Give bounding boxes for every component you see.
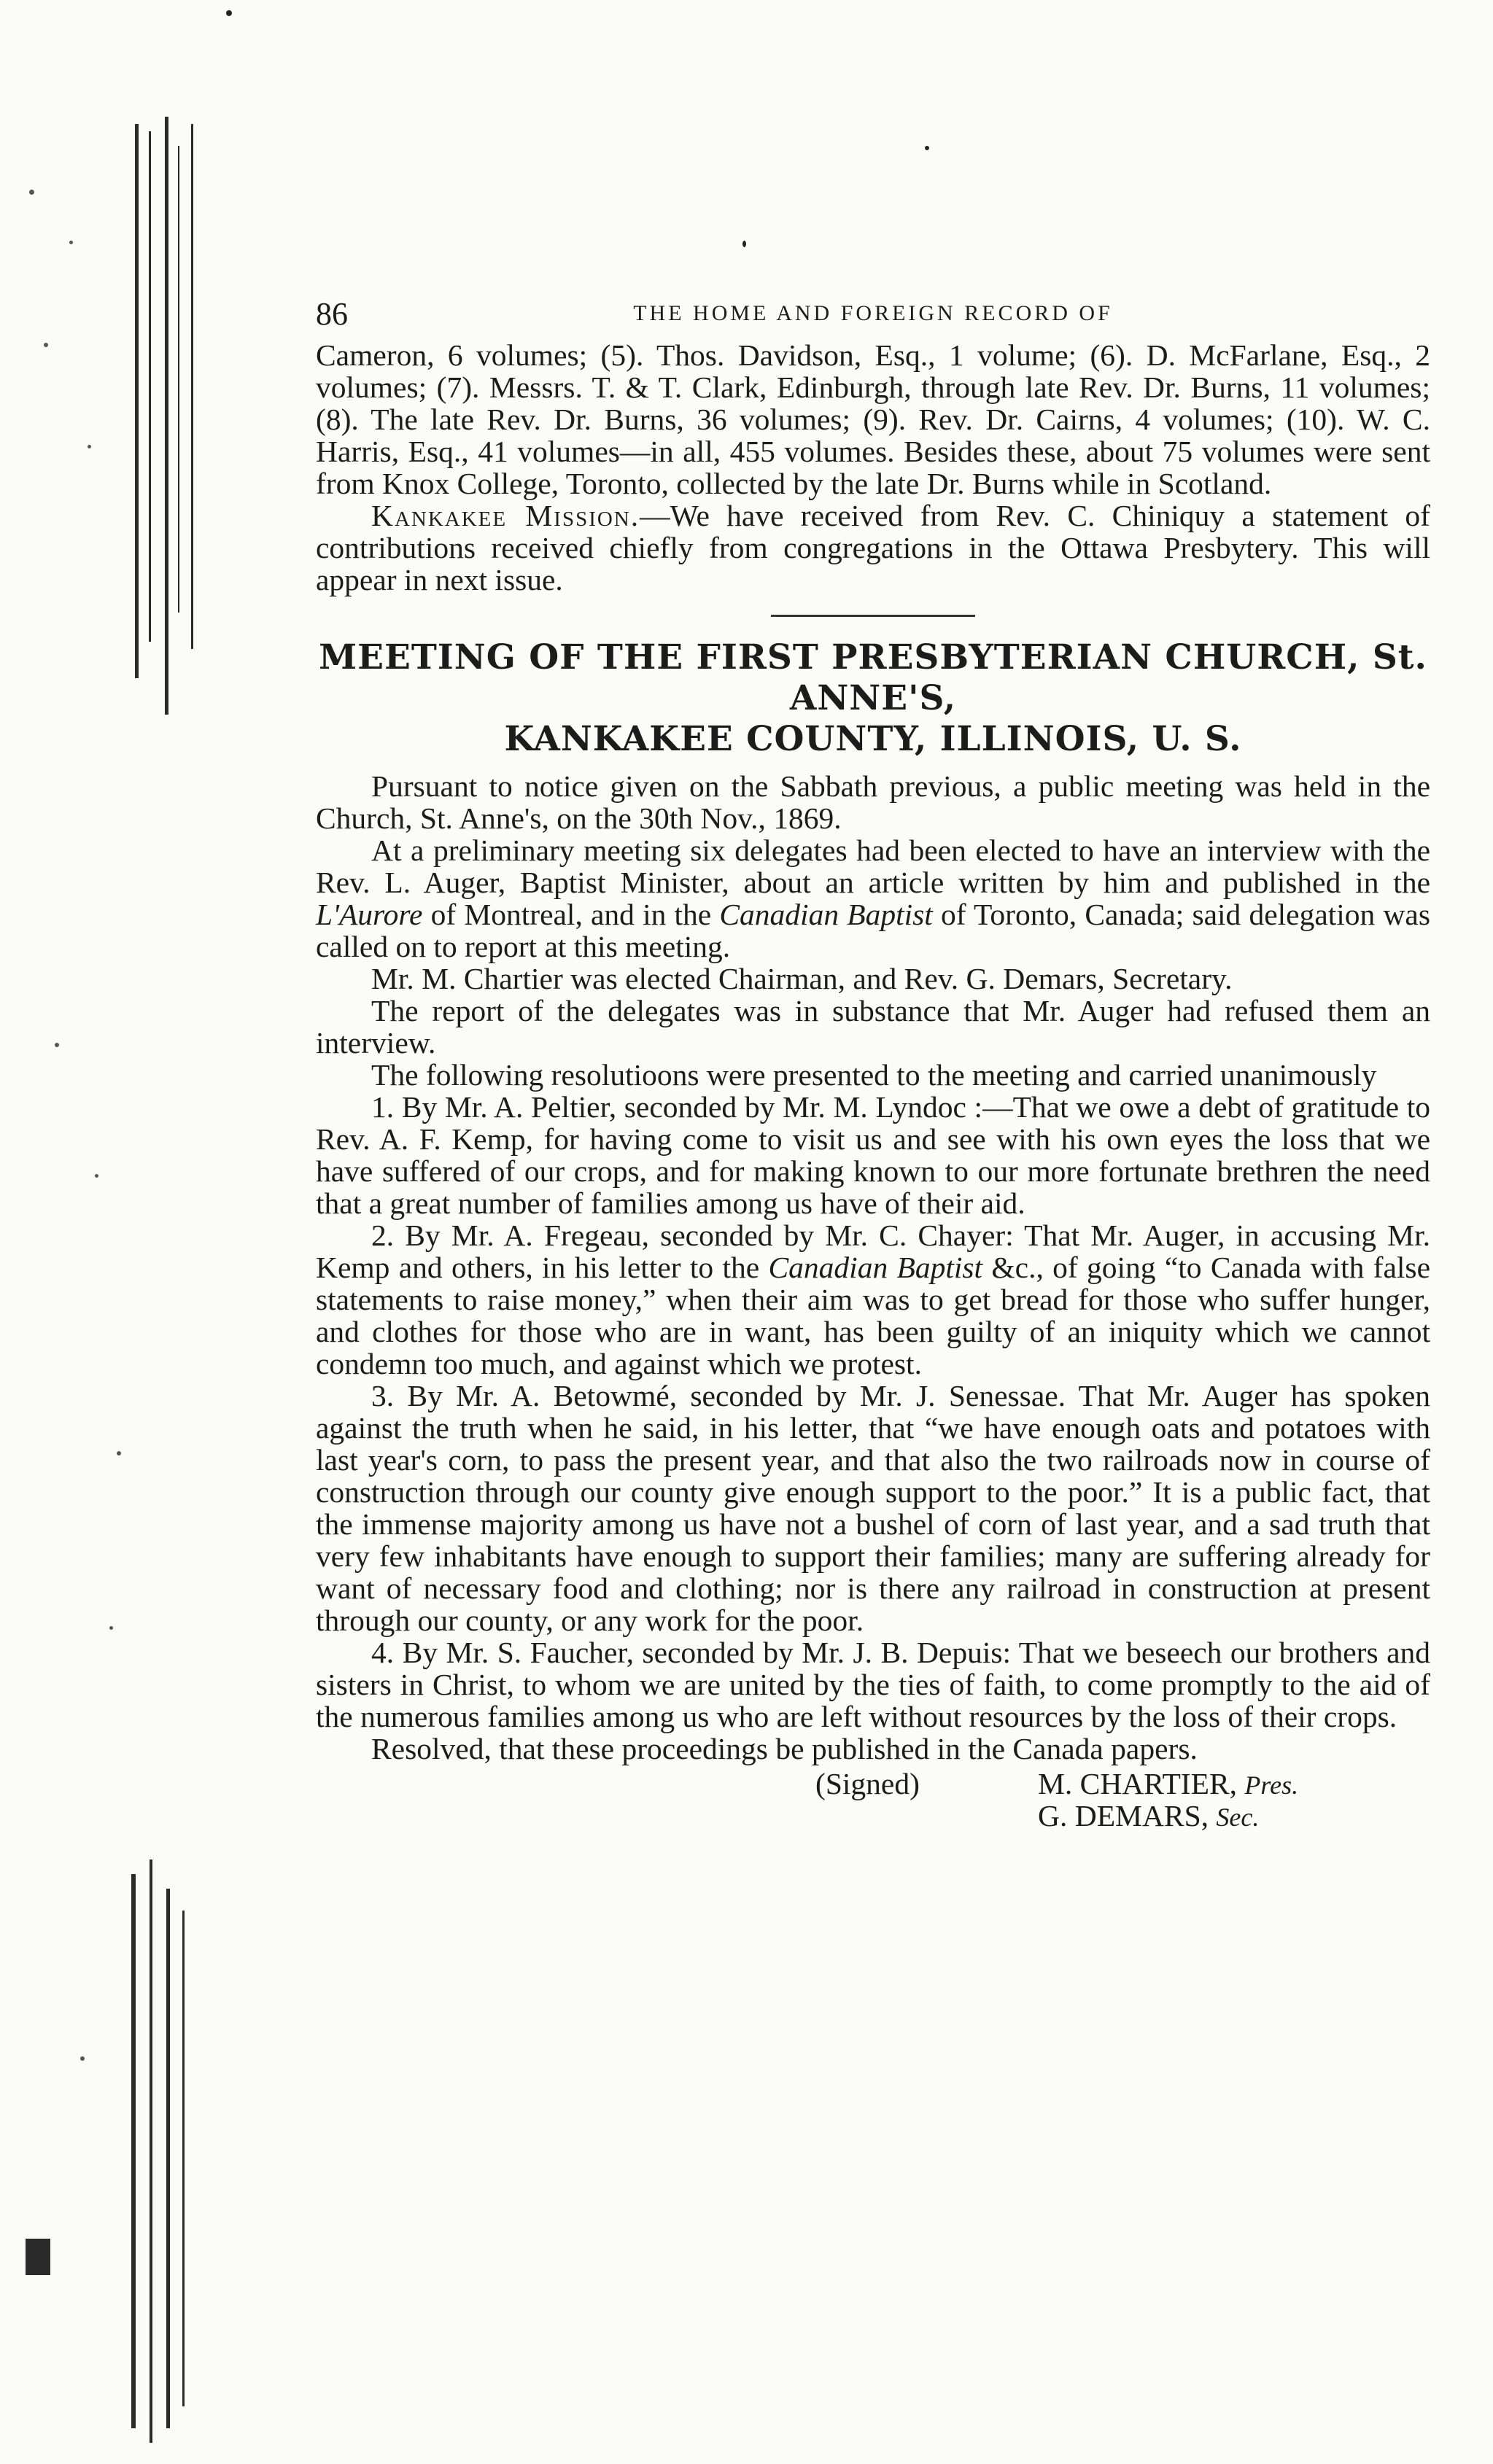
section-divider xyxy=(771,615,975,617)
resolution-2 xyxy=(316,1219,1430,1380)
secretary-name: G. DEMARS, xyxy=(1038,1799,1209,1833)
signature-president xyxy=(1038,1766,1298,1801)
report-paragraph: The report of the delegates was in substance that Mr. Auger had refused them an interview. xyxy=(316,994,1430,1060)
signed-label: (Signed) xyxy=(815,1767,920,1800)
kankakee-mission-heading: Kankakee Mission. xyxy=(371,499,640,532)
kankakee-mission-paragraph xyxy=(316,500,1430,596)
article-title-line-1: MEETING OF THE FIRST PRESBYTERIAN CHURCH, St. ANNE'S, xyxy=(319,637,1427,718)
ink-speck xyxy=(925,146,929,150)
running-head xyxy=(316,295,1430,339)
delegates-paragraph xyxy=(316,834,1430,963)
running-head-title: THE HOME AND FOREIGN RECORD OF xyxy=(633,301,1113,325)
resolution-2-text-b: &c., of going “to Canada with false statements to raise money,” when their aim was to get bread for those who suffer hunger, and clothes for those who are in want, has been guilty of an iniquity which we cannot condemn too much, and against which we protest. xyxy=(316,1251,1431,1380)
canadian-baptist-title: Canadian Baptist xyxy=(768,1251,983,1284)
book-list-paragraph: Cameron, 6 volumes; (5). Thos. Davidson, Esq., 1 volume; (6). D. McFarlane, Esq., 2 volumes; (7). Messrs. T. & T. Clark, Edinburgh, through late Rev. Dr. Burns, 11 volumes; (8). The late Rev. Dr. Burns, 36 volumes; (9). Rev. Dr. Cairns, 4 volumes; (10). W. C. Harris, Esq., 41 volumes—in all, 455 volumes. Besides these, about 75 volumes were sent from Knox College, Toronto, collected by the late Dr. Burns while in Scotland. xyxy=(316,338,1430,500)
article-title xyxy=(316,637,1430,760)
ink-speck xyxy=(226,10,232,16)
delegates-text-c: of Toronto, Canada; said delegation was called on to report at this meeting. xyxy=(316,898,1430,963)
page-binding-edge xyxy=(0,0,219,2464)
aurore-title: L'Aurore xyxy=(316,898,423,931)
president-name: M. CHARTIER, xyxy=(1038,1767,1238,1800)
chairman-paragraph: Mr. M. Chartier was elected Chairman, and Rev. G. Demars, Secretary. xyxy=(371,962,1233,995)
delegates-text-b: of Montreal, and in the xyxy=(422,898,720,931)
secretary-title: Sec. xyxy=(1216,1803,1260,1832)
resolution-3: 3. By Mr. A. Betowmé, seconded by Mr. J. Senessae. That Mr. Auger has spoken against the truth when he said, in his letter, that “we have enough oats and potatoes with last year's corn, to pass the present year, and that also the two railroads now in course of construction through our county give enough support to the poor.” It is a public fact, that the immense majority among us have not a bushel of corn of last year, and a sad truth that very few inhabitants have enough to support their families; many are suffering already for want of necessary food and clothing; nor is there any railroad in construction at present through our county, or any work for the poor. xyxy=(316,1379,1430,1637)
canadian-baptist-title: Canadian Baptist xyxy=(719,898,933,931)
page-content xyxy=(316,295,1430,1833)
resolution-2-text-a: 2. By Mr. A. Fregeau, seconded by Mr. C. Chayer: That Mr. Auger, in accusing Mr. Kemp and others, in his letter to the xyxy=(316,1219,1430,1284)
ink-speck xyxy=(742,241,746,247)
resolved-paragraph: Resolved, that these proceedings be published in the Canada papers. xyxy=(371,1732,1198,1765)
kankakee-mission-text: —We have received from Rev. C. Chiniquy a statement of contributions received chiefly from congregations in the Ottawa Presbytery. This will appear in next issue. xyxy=(316,499,1430,596)
meeting-notice-paragraph: Pursuant to notice given on the Sabbath previous, a public meeting was held in the Church, St. Anne's, on the 30th Nov., 1869. xyxy=(316,769,1430,835)
signature-block xyxy=(316,1766,1430,1833)
signature-secretary xyxy=(1038,1798,1259,1833)
president-title: Pres. xyxy=(1244,1771,1299,1800)
page-number: 86 xyxy=(316,296,348,332)
article-title-line-2: KANKAKEE COUNTY, ILLINOIS, U. S. xyxy=(504,719,1242,759)
delegates-text-a: At a preliminary meeting six delegates had been elected to have an interview with the Rev. L. Auger, Baptist Minister, about an article written by him and published in the xyxy=(316,833,1430,899)
resolution-1: 1. By Mr. A. Peltier, seconded by Mr. M. Lyndoc :—That we owe a debt of gratitude to Rev. A. F. Kemp, for having come to visit us and see with his own eyes the loss that we have suffered of our crops, and for making known to our more fortunate brethren the need that a great number of families among us have of their aid. xyxy=(316,1090,1430,1220)
resolutions-intro-paragraph: The following resolutioons were presented to the meeting and carried unanimously xyxy=(371,1058,1377,1092)
resolution-4: 4. By Mr. S. Faucher, seconded by Mr. J. B. Depuis: That we beseech our brothers and sisters in Christ, to whom we are united by the ties of faith, to come promptly to the aid of the numerous families among us who are left without resources by the loss of their crops. xyxy=(316,1636,1430,1733)
